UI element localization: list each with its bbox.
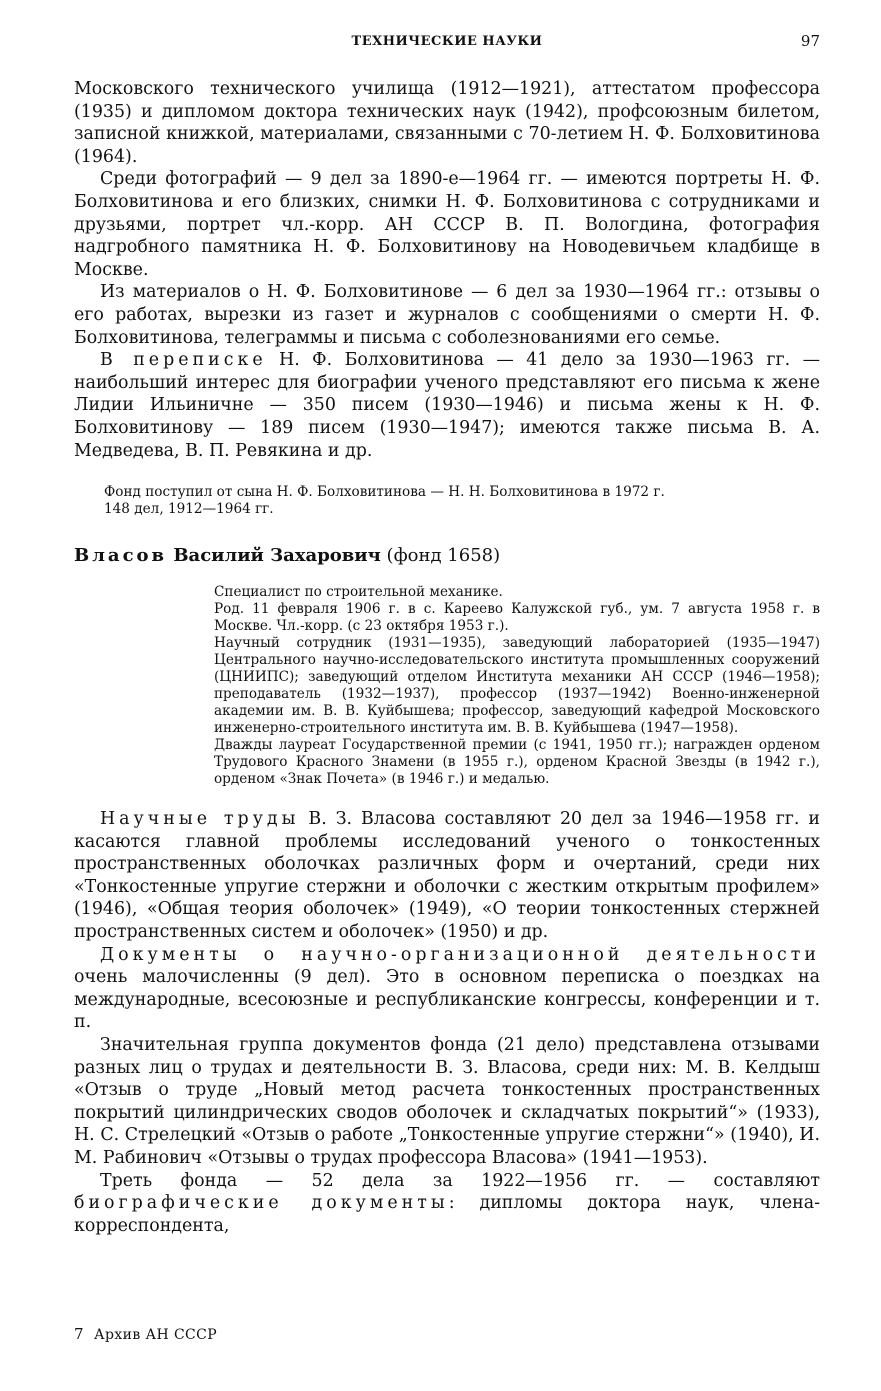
paragraph-materials: Из материалов о Н. Ф. Болховитинове — 6 дел за 1930—1964 гг.: отзывы о его работах, вырезки из газет и журналов с сообщениями о смерти Н. Ф. Болховитинова, телеграммы и письма с соболезнованиями его семье. [74, 282, 820, 348]
paragraph-reviews: Значительная группа документов фонда (21 дело) представлена отзывами разных лиц о трудах и деятельности В. З. Власова, среди них: М. В. Келдыш «Отзыв о труде „Новый метод расчета тонкостенных пространственных покрытий цилиндрических сводов оболочек и складчатых покрытий“» (1933), Н. С. Стрелецкий «Отзыв о работе „Тонкостенные упругие стержни“» (1940), И. М. Рабинович «Отзывы о трудах профессора Власова» (1941—1953). [74, 1035, 820, 1168]
page-number: 97 [800, 32, 820, 50]
paragraph-biographical [74, 1170, 820, 1238]
signature-mark: 7 [74, 1325, 84, 1343]
paragraph-works [74, 808, 820, 944]
body-text [74, 78, 820, 462]
bio-awards: Дважды лауреат Государственной премии (с 1941, 1950 гг.); награжден орденом Трудового Красного Знамени (в 1955 г.), орденом Красной Звезды (в 1942 г.), орденом «Знак Почета» (в 1946 г.) и медалью. [214, 737, 820, 788]
paragraph-continuation: Московского технического училища (1912—1921), аттестатом профессора (1935) и дипломом доктора технических наук (1942), профсоюзным билетом, записной книжкой, материалами, связанными с 70-летием Н. Ф. Болховитинова (1964). [74, 79, 820, 167]
fund-note [74, 484, 820, 518]
bio-specialty: Специалист по строительной механике. [214, 584, 503, 601]
paragraph-text: очень малочисленны (9 дел). Это в основном переписка о поездках на международные, всесоюзные и республиканские конгрессы, конференции и т. п. [74, 967, 820, 1033]
running-header [74, 28, 820, 58]
fund-number: (фонд 1658) [380, 545, 501, 567]
person-name [74, 545, 381, 566]
section-heading [74, 544, 820, 568]
spaced-emphasis: биографические документы [74, 1193, 449, 1214]
paragraph-photographs: Среди фотографий — 9 дел за 1890-е—1964 гг. — имеются портреты Н. Ф. Болховитинова и его близких, снимки Н. Ф. Болховитинова с сотрудниками и друзьями, портрет чл.-корр. АН СССР В. П. Вологдина, фотография надгробного памятника Н. Ф. Болховитинову на Новодевичьем кладбище в Москве. [74, 169, 820, 280]
body-text-2 [74, 808, 820, 1237]
bio-career: Научный сотрудник (1931—1935), заведующий лабораторией (1935—1947) Центрального научно-исследовательского института промышленных сооружений (ЦНИИПС); заведующий отделом Института механики АН СССР (1946—1958); преподаватель (1932—1937), профессор (1937—1942) Военно-инженерной академии им. В. В. Куйбышева; профессор, заведующий кафедрой Московского инженерно-строительного института им. В. В. Куйбышева (1947—1958). [214, 635, 820, 737]
running-header-title: ТЕХНИЧЕСКИЕ НАУКИ [351, 34, 543, 49]
footer-text: Архив АН СССР [93, 1327, 218, 1343]
biography-block [214, 584, 820, 788]
fund-note-extent: 148 дел, 1912—1964 гг. [104, 501, 274, 518]
person-given-names: Василий Захарович [167, 545, 381, 567]
paragraph-text: В. З. Власова составляют 20 дел за 1946—1958 гг. и касаются главной проблемы исследований ученого о тонкостенных пространственных оболочках различных форм и очертаний, среди них «Тонкостенные упругие стержни и оболочки с жестким открытым профилем» (1946), «Общая теория оболочек» (1949), «О теории тонкостенных стержней пространственных систем и оболочек» (1950) и др. [74, 809, 820, 943]
spaced-emphasis: Научные труды [100, 809, 300, 830]
person-surname: Власов [74, 545, 168, 567]
spaced-emphasis: Документы о научно-организационной деятельности [100, 944, 820, 965]
paragraph-documents [74, 944, 820, 1034]
paragraph-correspondence [74, 349, 820, 462]
fund-note-line: Фонд поступил от сына Н. Ф. Болховитинова — Н. Н. Болховитинова в 1972 г. [104, 484, 665, 501]
paragraph-text: Н. Ф. Болховитинова — 41 дело за 1930—1963 гг. — наибольший интерес для биографии ученого представляют его письма к жене Лидии Ильиничне — 350 писем (1930—1946) и письма жены к Н. Ф. Болховитинову — 189 писем (1930—1947); имеются также письма В. А. Медведева, В. П. Ревякина и др. [74, 350, 820, 461]
paragraph-text: : дипломы доктора наук, члена-корреспондента, [74, 1193, 820, 1236]
document-page [74, 28, 820, 1343]
page-footer [74, 1325, 217, 1343]
bio-birth-death: Род. 11 февраля 1906 г. в с. Кареево Калужской губ., ум. 7 августа 1958 г. в Москве. Чл.-корр. (с 23 октября 1953 г.). [214, 601, 820, 635]
paragraph-text: Треть фонда — 52 дела за 1922—1956 гг. — составляют [100, 1170, 820, 1191]
spaced-emphasis: В переписке [100, 350, 267, 371]
